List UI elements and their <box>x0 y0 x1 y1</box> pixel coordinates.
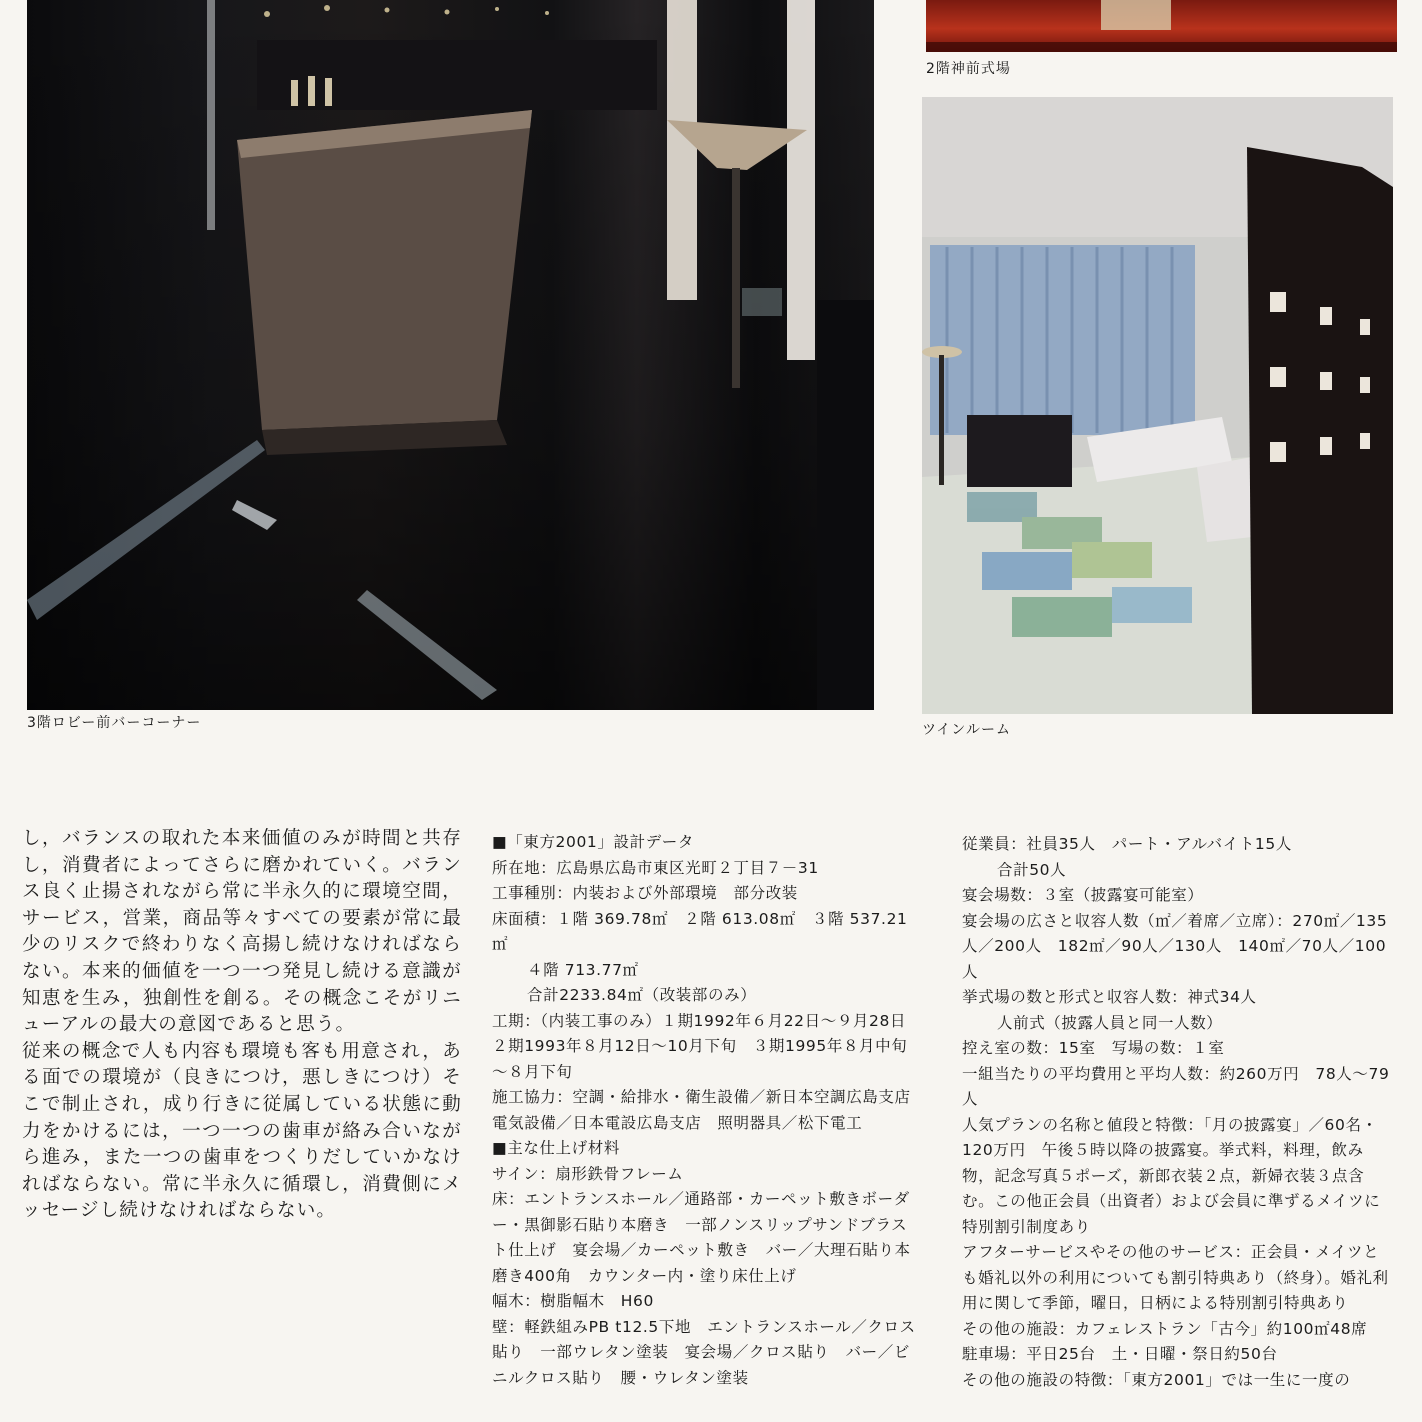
data-line: 宴会場の広さと収容人数（㎡／着席／立席）：270㎡／135人／200人 182㎡／90人／130人 140㎡／70人／100人 <box>962 911 1388 981</box>
data-line: 施工協力：空調・給排水・衛生設備／新日本空調広島支店 電気設備／日本電設広島支店 照明器具／松下電工 <box>492 1088 927 1132</box>
twin-room-illustration <box>922 97 1393 714</box>
data-line: 人前式（披露人員と同一人数） <box>997 1013 1223 1032</box>
data-line: ４階 713.77㎡ <box>527 960 639 979</box>
data-line: 所在地：広島県広島市東区光町２丁目７－31 <box>492 858 819 877</box>
data-line: 従業員：社員35人 パート・アルバイト15人 <box>962 835 1292 853</box>
data-line: 工期：（内装工事のみ）１期1992年６月22日～９月28日 ２期1993年８月12日～10月下旬 ３期1995年８月中旬～８月下旬 <box>492 1011 923 1081</box>
bar-corner-photo <box>27 0 874 710</box>
ceremony-hall-illustration <box>926 0 1397 52</box>
data-line: 床：エントランスホール／通路部・カーペット敷きボーダー・黒御影石貼り本磨き 一部ノンスリップサンドブラスト仕上げ 宴会場／カーペット敷き バー／大理石貼り本磨き400角 カウンター内・塗り床仕上げ <box>492 1190 911 1285</box>
ceremony-hall-caption: 2階神前式場 <box>926 61 1011 77</box>
twin-room-photo <box>922 97 1393 714</box>
data-line: 工事種別：内装および外部環境 部分改装 <box>492 884 798 902</box>
bar-corner-caption: 3階ロビー前バーコーナー <box>27 715 202 731</box>
design-data-column <box>492 830 927 1391</box>
data-line: 挙式場の数と形式と収容人数：神式34人 <box>962 988 1257 1006</box>
twin-room-caption: ツインルーム <box>922 722 1011 738</box>
data-line: 控え室の数：15室 写場の数：１室 <box>962 1039 1225 1057</box>
data-line: 人気プランの名称と値段と特徴：「月の披露宴」／60名・120万円 午後５時以降の披露宴。挙式料，料理，飲み物，記念写真５ポーズ，新郎衣装２点，新婦衣装３点含む。この他正会員（出資者）および会員に準ずるメイツに特別割引制度あり <box>962 1115 1381 1236</box>
ceremony-hall-photo <box>926 0 1397 52</box>
data-line: 一組当たりの平均費用と平均人数：約260万円 78人～79人 <box>962 1064 1390 1108</box>
data-line: サイン：扇形鉄骨フレーム <box>492 1164 684 1183</box>
bar-corner-illustration <box>27 0 874 710</box>
data-line: 幅木：樹脂幅木 H60 <box>492 1292 654 1310</box>
data-line: その他の施設の特徴：「東方2001」では一生に一度の <box>962 1370 1351 1389</box>
data-line: 駐車場：平日25台 土・日曜・祭日約50台 <box>962 1345 1278 1363</box>
data-line: 床面積：１階 369.78㎡ ２階 613.08㎡ ３階 537.21㎡ <box>492 909 908 953</box>
data-line: 宴会場数：３室（披露宴可能室） <box>962 886 1204 904</box>
facility-data-column <box>962 832 1392 1393</box>
data-line: その他の施設：カフェレストラン「古今」約100㎡48席 <box>962 1319 1368 1338</box>
essay-text <box>22 826 462 1225</box>
data-line: ■主な仕上げ材料 <box>492 1139 620 1157</box>
data-line: 合計2233.84㎡（改装部のみ） <box>527 986 757 1004</box>
data-line: ■「東方2001」設計データ <box>492 833 694 851</box>
data-line: 合計50人 <box>997 860 1067 879</box>
data-line: アフターサービスやその他のサービス：正会員・メイツとも婚礼以外の利用についても割引特典あり（終身）。婚礼利用に関して季節，曜日，日柄による特別割引特典あり <box>962 1243 1389 1312</box>
essay-paragraph: し，バランスの取れた本来価値のみが時間と共存し，消費者によってさらに磨かれていく。バランス良く止揚されながら常に半永久的に環境空間，サービス，営業，商品等々すべての要素が常に最少のリスクで終わりなく高揚し続けなければならない。本来的価値を一つ一つ発見し続ける意識が知恵を生み，独創性を創る。その概念こそがリニューアルの最大の意図であると思う。 <box>22 828 462 1036</box>
essay-paragraph: 従来の概念で人も内容も環境も客も用意され，ある面での環境が（良きにつけ，悪しきにつけ）そこで制止され，成り行きに従属している状態に動力をかけるには，一つ一つの歯車が絡み合いながら進み，また一つの歯車をつくりだしていかなければならない。常に半永久に循環し，消費側にメッセージし続けなければならない。 <box>22 1040 462 1222</box>
data-line: 壁：軽鉄組みPB t12.5下地 エントランスホール／クロス貼り 一部ウレタン塗装 宴会場／クロス貼り バー／ビニルクロス貼り 腰・ウレタン塗装 <box>492 1317 916 1387</box>
